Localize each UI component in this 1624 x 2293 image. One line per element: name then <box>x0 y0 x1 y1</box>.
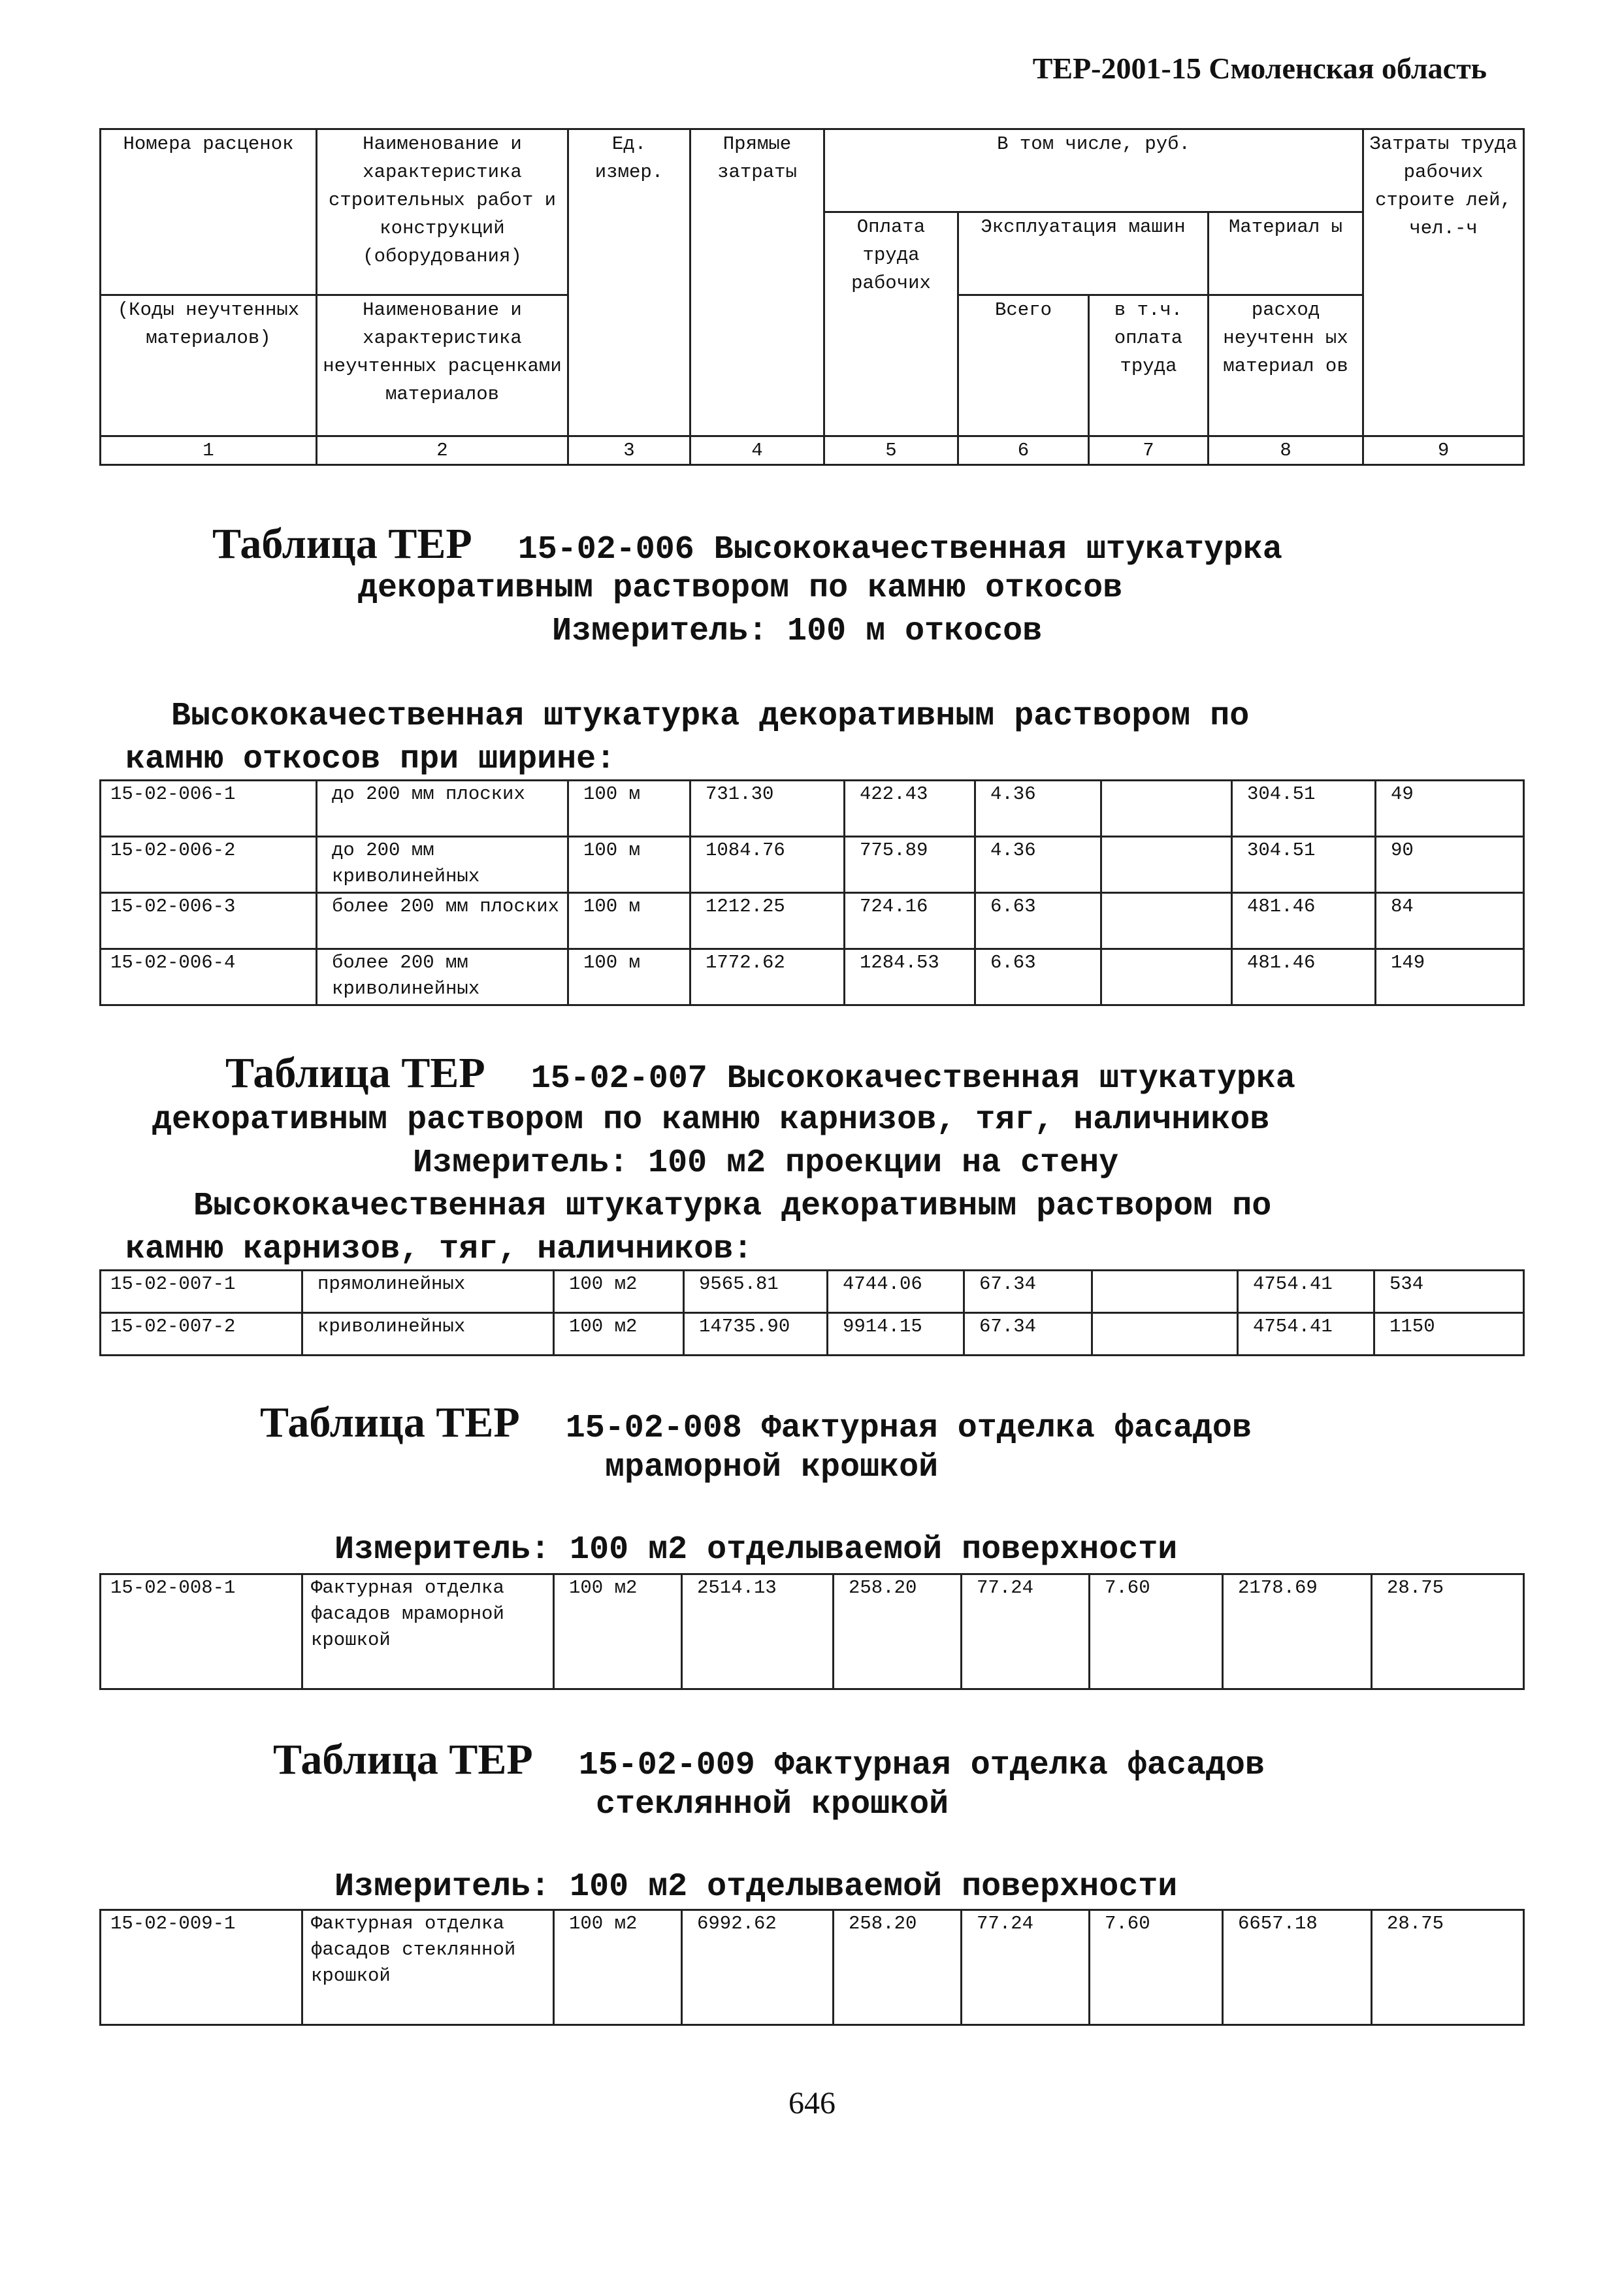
section-title-line1: 15-02-009 Фактурная отделка фасадов <box>578 1747 1265 1784</box>
header-number: 7 <box>1089 436 1209 465</box>
rate-labor-pay: 422.43 <box>845 781 975 837</box>
rate-direct-cost: 14735.90 <box>684 1313 828 1356</box>
rate-materials: 4754.41 <box>1238 1271 1374 1313</box>
rate-unit: 100 м <box>568 837 690 893</box>
rate-machines-labor <box>1092 1313 1238 1356</box>
section-title-prefix: Таблица ТЕР <box>260 1399 520 1446</box>
section-title <box>225 1049 1295 1098</box>
header-col1-bottom: (Коды неучтенных материалов) <box>101 295 317 436</box>
rate-machines-total: 6.63 <box>975 949 1101 1005</box>
section-title-line2: стеклянной крошкой <box>596 1786 949 1823</box>
rate-unit: 100 м2 <box>554 1271 684 1313</box>
rate-code: 15-02-009-1 <box>101 1910 302 2025</box>
rate-direct-cost: 731.30 <box>690 781 845 837</box>
rate-machines-total: 67.34 <box>964 1313 1092 1356</box>
section-title-prefix: Таблица ТЕР <box>273 1736 533 1783</box>
rate-description: до 200 мм плоских <box>317 781 568 837</box>
section-subtitle-line1: Высококачественная штукатурка декоративным раствором по <box>193 1188 1272 1225</box>
rates-table <box>99 779 1525 1006</box>
rate-labor-pay: 258.20 <box>834 1910 962 2025</box>
section-measure: Измеритель: 100 м2 проекции на стену <box>413 1145 1119 1182</box>
rate-description: прямолинейных <box>302 1271 554 1313</box>
rate-unit: 100 м2 <box>554 1313 684 1356</box>
section-title-line1: 15-02-007 Высококачественная штукатурка <box>530 1060 1295 1098</box>
rate-unit: 100 м2 <box>554 1574 682 1689</box>
table-row <box>101 1271 1524 1313</box>
section-title <box>212 519 1282 569</box>
section-subtitle-line2: камню карнизов, тяг, наличников: <box>125 1231 753 1268</box>
header-number: 8 <box>1209 436 1363 465</box>
rate-code: 15-02-006-1 <box>101 781 317 837</box>
rates-table <box>99 1573 1525 1690</box>
rate-labor-hours: 149 <box>1376 949 1524 1005</box>
rate-labor-hours: 90 <box>1376 837 1524 893</box>
header-col1-top: Номера расценок <box>101 129 317 295</box>
rate-labor-hours: 84 <box>1376 893 1524 949</box>
rate-description: более 200 мм плоских <box>317 893 568 949</box>
rate-machines-total: 77.24 <box>962 1910 1090 2025</box>
rate-machines-total: 67.34 <box>964 1271 1092 1313</box>
section-title-line2: мраморной крошкой <box>605 1449 939 1486</box>
header-col5: Оплата труда рабочих <box>824 212 958 436</box>
header-col9: Затраты труда рабочих строите лей, чел.-ч <box>1363 129 1524 436</box>
rate-machines-labor <box>1101 781 1232 837</box>
rates-table <box>99 1909 1525 2026</box>
rate-materials: 4754.41 <box>1238 1313 1374 1356</box>
rate-direct-cost: 9565.81 <box>684 1271 828 1313</box>
running-head: ТЕР-2001-15 Смоленская область <box>1032 52 1487 85</box>
rate-direct-cost: 1212.25 <box>690 893 845 949</box>
rate-materials: 304.51 <box>1232 781 1376 837</box>
rate-direct-cost: 1772.62 <box>690 949 845 1005</box>
rate-code: 15-02-006-2 <box>101 837 317 893</box>
header-col8-top: Материал ы <box>1209 212 1363 295</box>
rate-description: до 200 мм криволинейных <box>317 837 568 893</box>
rate-labor-hours: 1150 <box>1374 1313 1524 1356</box>
header-number: 1 <box>101 436 317 465</box>
rate-direct-cost: 1084.76 <box>690 837 845 893</box>
rate-machines-labor <box>1101 949 1232 1005</box>
table-row <box>101 1313 1524 1356</box>
rate-labor-hours: 49 <box>1376 781 1524 837</box>
table-row <box>101 949 1524 1005</box>
rate-description: более 200 мм криволинейных <box>317 949 568 1005</box>
header-col2-top: Наименование и характеристика строительных работ и конструкций (оборудования) <box>317 129 568 295</box>
section-title-line1: 15-02-006 Высококачественная штукатурка <box>517 531 1282 568</box>
rate-code: 15-02-006-3 <box>101 893 317 949</box>
section-measure: Измеритель: 100 м2 отделываемой поверхности <box>334 1868 1178 1906</box>
rate-code: 15-02-008-1 <box>101 1574 302 1689</box>
header-machines: Эксплуатация машин <box>958 212 1209 295</box>
rate-machines-total: 77.24 <box>962 1574 1090 1689</box>
rates-table <box>99 1269 1525 1356</box>
rate-machines-total: 4.36 <box>975 781 1101 837</box>
page-number: 646 <box>788 2086 836 2121</box>
rate-description: криволинейных <box>302 1313 554 1356</box>
header-number: 9 <box>1363 436 1524 465</box>
section-title-line1: 15-02-008 Фактурная отделка фасадов <box>565 1410 1252 1447</box>
rate-materials: 6657.18 <box>1223 1910 1372 2025</box>
rate-direct-cost: 2514.13 <box>682 1574 834 1689</box>
rate-code: 15-02-007-2 <box>101 1313 302 1356</box>
section-title-line2: декоративным раствором по камню карнизов, тяг, наличников <box>152 1101 1270 1139</box>
rate-labor-hours: 534 <box>1374 1271 1524 1313</box>
table-row <box>101 1910 1524 2025</box>
header-number: 6 <box>958 436 1089 465</box>
rate-direct-cost: 6992.62 <box>682 1910 834 2025</box>
rate-machines-total: 4.36 <box>975 837 1101 893</box>
section-measure: Измеритель: 100 м2 отделываемой поверхности <box>334 1531 1178 1569</box>
table-row <box>101 893 1524 949</box>
table-row <box>101 1574 1524 1689</box>
rate-code: 15-02-007-1 <box>101 1271 302 1313</box>
section-title <box>273 1735 1265 1785</box>
section-title <box>260 1398 1252 1448</box>
header-including: В том числе, руб. <box>824 129 1363 212</box>
section-title-prefix: Таблица ТЕР <box>225 1049 485 1097</box>
rate-description: Фактурная отделка фасадов мраморной крошкой <box>302 1574 554 1689</box>
header-number: 4 <box>690 436 824 465</box>
header-number: 3 <box>568 436 690 465</box>
section-measure: Измеритель: 100 м откосов <box>552 613 1043 650</box>
rate-labor-pay: 724.16 <box>845 893 975 949</box>
header-col8-bottom: расход неучтенн ых материал ов <box>1209 295 1363 436</box>
rate-labor-hours: 28.75 <box>1372 1574 1524 1689</box>
rate-labor-pay: 9914.15 <box>828 1313 964 1356</box>
rate-materials: 2178.69 <box>1223 1574 1372 1689</box>
section-subtitle-line2: камню откосов при ширине: <box>125 741 616 778</box>
rate-machines-labor <box>1092 1271 1238 1313</box>
rate-unit: 100 м <box>568 893 690 949</box>
rate-machines-labor <box>1101 893 1232 949</box>
rate-labor-hours: 28.75 <box>1372 1910 1524 2025</box>
header-col4: Прямые затраты <box>690 129 824 436</box>
rate-machines-labor: 7.60 <box>1090 1910 1223 2025</box>
rate-unit: 100 м <box>568 781 690 837</box>
section-subtitle-line1: Высококачественная штукатурка декоративным раствором по <box>171 698 1250 735</box>
rate-labor-pay: 1284.53 <box>845 949 975 1005</box>
header-number: 2 <box>317 436 568 465</box>
rate-machines-total: 6.63 <box>975 893 1101 949</box>
section-title-prefix: Таблица ТЕР <box>212 520 472 568</box>
table-row <box>101 837 1524 893</box>
rate-labor-pay: 775.89 <box>845 837 975 893</box>
header-col6: Всего <box>958 295 1089 436</box>
header-col2-bottom: Наименование и характеристика неучтенных расценками материалов <box>317 295 568 436</box>
table-row <box>101 781 1524 837</box>
rate-labor-pay: 258.20 <box>834 1574 962 1689</box>
rate-materials: 481.46 <box>1232 949 1376 1005</box>
header-col7: в т.ч. оплата труда <box>1089 295 1209 436</box>
rate-machines-labor <box>1101 837 1232 893</box>
rate-unit: 100 м <box>568 949 690 1005</box>
rate-machines-labor: 7.60 <box>1090 1574 1223 1689</box>
rate-materials: 481.46 <box>1232 893 1376 949</box>
column-header-table <box>99 128 1525 466</box>
section-title-line2: декоративным раствором по камню откосов <box>358 570 1123 607</box>
header-col3: Ед. измер. <box>568 129 690 436</box>
header-number: 5 <box>824 436 958 465</box>
rate-unit: 100 м2 <box>554 1910 682 2025</box>
rate-labor-pay: 4744.06 <box>828 1271 964 1313</box>
rate-description: Фактурная отделка фасадов стеклянной крошкой <box>302 1910 554 2025</box>
rate-materials: 304.51 <box>1232 837 1376 893</box>
rate-code: 15-02-006-4 <box>101 949 317 1005</box>
